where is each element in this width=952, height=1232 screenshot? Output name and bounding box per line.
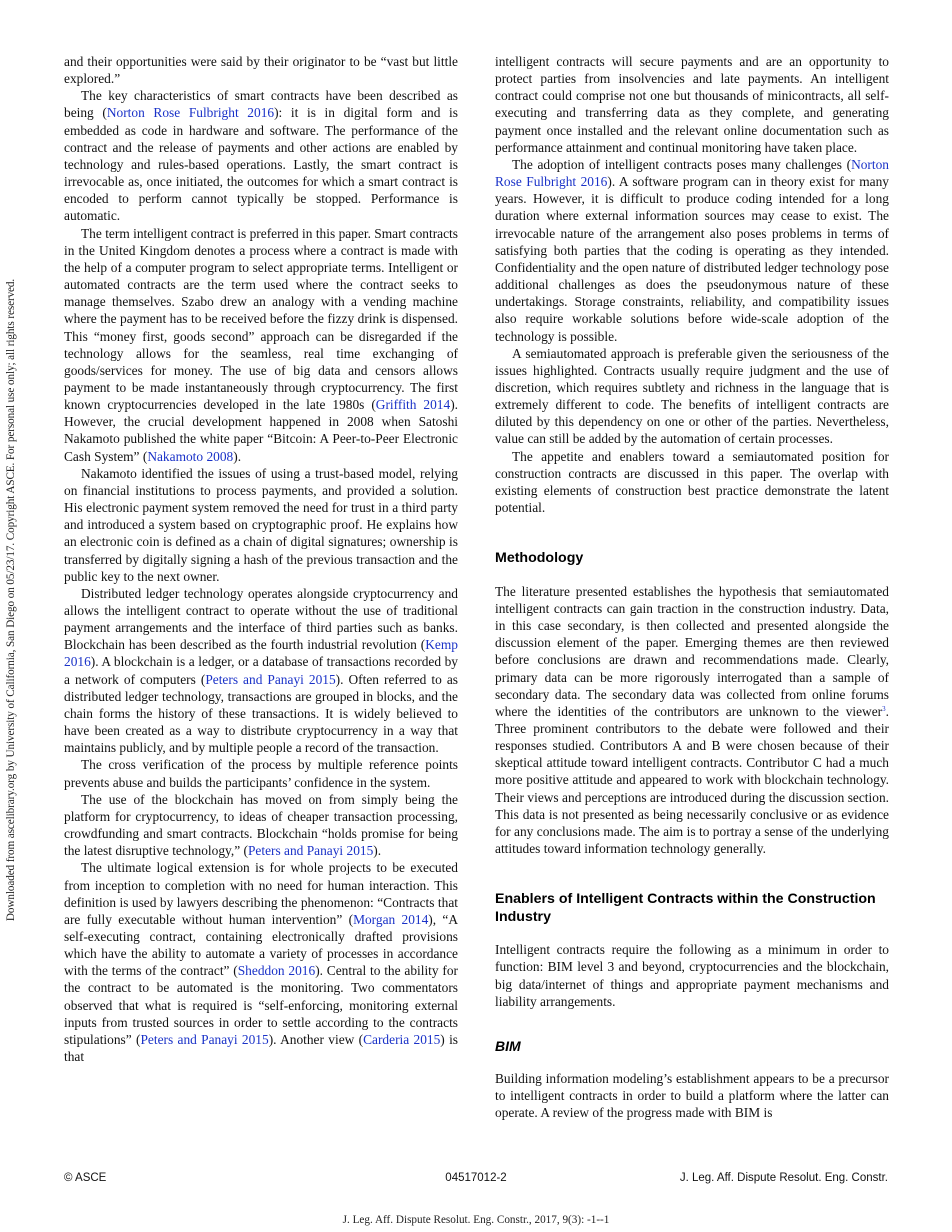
- citation-link[interactable]: Morgan 2014: [353, 911, 429, 927]
- spacer: [495, 568, 889, 583]
- download-notice: [2, 200, 20, 1000]
- citation-link[interactable]: Norton Rose Fulbright 2016: [495, 156, 889, 190]
- paragraph: The key characteristics of smart contracts have been described as being (Norton Rose Fulbright 2016): it is in digital form and is embedded as code in hardware and software. The performance of the contract and the release of payments and other actions are enabled by technology and rules-based operations. Lastly, the smart contract is irrevocable as, once initiated, the outcomes for which a smart contract is encoded to perform cannot typically be stopped. Performance is automatic.: [64, 88, 458, 224]
- paragraph: Nakamoto identified the issues of using a trust-based model, relying on financial institutions to process payments, and provided a solution. His electronic payment system removed the need for trust in a third party and introduced a system based on cryptographic proof. He explains how an electronic coin is defined as a chain of digital signatures; ownership is transferred by digitally signing a hash of the previous transaction and the public key to the next owner.: [64, 465, 458, 584]
- left-column: [64, 53, 458, 1065]
- citation-link[interactable]: Peters and Panayi 2015: [205, 671, 336, 687]
- paragraph: The literature presented establishes the hypothesis that semiautomated intelligent contracts can gain traction in the construction industry. Data, in this case secondary, is then collected and presented alongside the discussion element of the paper. Emerging themes are then reviewed before conclusions are drawn and recommendations made. Clearly, primary data can be more rigorously interrogated than a sample of secondary data. The secondary data was collected from online forums where the identities of the contributors are unknown to the viewer$^3$. Three prominent contributors to the debate were followed and their responses studied. Contributors A and B were chosen because of their skeptical attitude toward intelligent contracts. Contributor C had a much more positive attitude and appeared to work with blockchain technology. Their views and perceptions are introduced during the discussion section. This data is not presented as being necessarily conclusive or as evidence for any conclusions made. The aim is to portray a sense of the underlying attitudes toward information technology generally.: [495, 583, 889, 857]
- citation-link[interactable]: Sheddon 2016: [237, 963, 316, 979]
- spacer: [495, 926, 889, 941]
- paragraph: intelligent contracts will secure payments and are an opportunity to protect parties from insolvencies and late payments. An intelligent contract could comprise not one but thousands of minicontracts, all self-executing and transferring data as they complete, and generating payment once installed and the relevant online documentation such as performance attainment and continual monitoring have taken place.: [495, 54, 889, 155]
- citation-link[interactable]: Nakamoto 2008: [147, 448, 234, 464]
- paragraph: The appetite and enablers toward a semiautomated position for construction contracts are discussed in this paper. The overlap with existing elements of construction best practice demonstrate the latent potential.: [495, 448, 889, 516]
- citation-link[interactable]: Kemp 2016: [64, 637, 458, 670]
- spacer: [495, 516, 889, 550]
- citation-link[interactable]: Norton Rose Fulbright 2016: [106, 105, 275, 121]
- paragraph: The adoption of intelligent contracts poses many challenges (Norton Rose Fulbright 2016). A software program can in theory exist for many years. However, it is difficult to produce coding intended for a long duration where external information sources may cease to exist. The irrevocable nature of the arrangement also poses problems in terms of satisfying both parties that the coding is operating as they intended. Confidentiality and the open nature of distributed ledger technology pose additional challenges as does the pseudonymous nature of these undertakings. Storage constraints, reliability, and compatibility issues also require workable solutions before wide-scale adoption of the technology is possible.: [495, 156, 889, 344]
- copyright: © ASCE: [64, 1172, 107, 1184]
- paragraph: A semiautomated approach is preferable given the seriousness of the issues highlighted. Contracts usually require judgment and the use of discretion, which requires subtlety and richness in the language that is extremely different to code. The benefits of intelligent contracts are diluted by this dependency on one or other of the parties. Nevertheless, value can still be added by the automation of certain processes.: [495, 345, 889, 447]
- paragraph: Distributed ledger technology operates alongside cryptocurrency and allows the intelligent contract to operate without the use of traditional payment arrangements and the interface of third parties such as banks. Blockchain has been described as the fourth industrial revolution (Kemp 2016). A blockchain is a ledger, or a database of transactions recorded by a network of computers (Peters and Panayi 2015). Often referred to as distributed ledger technology, transactions are grouped in blocks, and the chain forms the history of these transactions. It is widely believed to have been created as a way to distribute cryptocurrency in a way that maintains publicly, and by multiple people a record of the transaction.: [64, 585, 458, 756]
- section-heading-enablers: Enablers of Intelligent Contracts within the Construction Industry: [495, 891, 876, 925]
- paragraph: The term intelligent contract is preferred in this paper. Smart contracts in the United Kingdom denotes a process where a contract is made with the help of a computer program to select appropriate terms. Intelligent or automated contracts are the term used where the contract seeks to manage themselves. Szabo drew an analogy with a vending machine where the payment has to be received before the fizzy drink is dispensed. This “money first, goods second” approach can be disregarded if the technology allows for the seamless, real time exchanging of goods/services for money. The use of big data and censors allows payment to be made instantaneously through cryptocurrency. The first known cryptocurrencies developed in the late 1980s (Griffith 2014). However, the crucial development happened in 2008 when Satoshi Nakamoto published the white paper “Bitcoin: A Peer-to-Peer Electronic Cash System” (Nakamoto 2008).: [64, 225, 458, 464]
- spacer: [495, 857, 889, 891]
- page-footer: [64, 1172, 888, 1188]
- paragraph: Building information modeling’s establishment appears to be a precursor to intelligent contracts in order to build a platform where the latter can operate. A review of the progress made with BIM is: [495, 1070, 889, 1121]
- subsection-heading-bim: BIM: [495, 1037, 521, 1054]
- spacer: [495, 1010, 889, 1038]
- citation-link[interactable]: Griffith 2014: [375, 397, 451, 413]
- page-number: 04517012-2: [445, 1172, 507, 1184]
- journal-name: J. Leg. Aff. Dispute Resolut. Eng. Constr.: [679, 1172, 888, 1184]
- paragraph: Intelligent contracts require the following as a minimum in order to function: BIM level 3 and beyond, cryptocurrencies and the blockchain, big data/internet of things and appropriate payment mechanisms and liability arrangements.: [495, 942, 889, 1009]
- bottom-citation: J. Leg. Aff. Dispute Resolut. Eng. Constr., 2017, 9(3): -1--1: [342, 1214, 610, 1226]
- citation-link[interactable]: Carderia 2015: [363, 1031, 441, 1047]
- right-column: [495, 53, 889, 1121]
- paragraph: The use of the blockchain has moved on from simply being the platform for cryptocurrency, to ideas of cheaper transaction processing, crowdfunding and smart contracts. Blockchain “holds promise for being the latest disruptive technology,” (Peters and Panayi 2015).: [64, 791, 458, 859]
- paragraph: and their opportunities were said by their originator to be “vast but little explored.”: [64, 54, 458, 87]
- download-notice-text: Downloaded from ascelibrary.org by University of California, San Diego on 05/23/17. Copyright ASCE. For personal use only; all rights reserved.: [5, 278, 17, 922]
- paragraph: The cross verification of the process by multiple reference points prevents abuse and builds the participants’ confidence in the system.: [64, 757, 458, 790]
- footnote-link[interactable]: 3: [882, 704, 886, 713]
- citation-link[interactable]: Peters and Panayi 2015: [247, 843, 374, 859]
- citation-link[interactable]: Peters and Panayi 2015: [140, 1031, 269, 1047]
- paragraph: The ultimate logical extension is for whole projects to be executed from inception to completion with no need for human interaction. This definition is used by lawyers describing the phenomenon: “Contracts that are fully executable without human intervention” (Morgan 2014), “A self-executing contract, containing electronically drafted provisions which have the ability to automate a variety of processes in accordance with the terms of the contract” (Sheddon 2016). Central to the ability for the contract to be automated is the monitoring. Two commentators observed that what is required is “self-enforcing, monitoring external inputs from trusted sources in order to settle according to the contracts stipulations” (Peters and Panayi 2015). Another view (Carderia 2015) is that: [64, 860, 459, 1065]
- spacer: [495, 1055, 889, 1070]
- section-heading-methodology: Methodology: [495, 550, 584, 567]
